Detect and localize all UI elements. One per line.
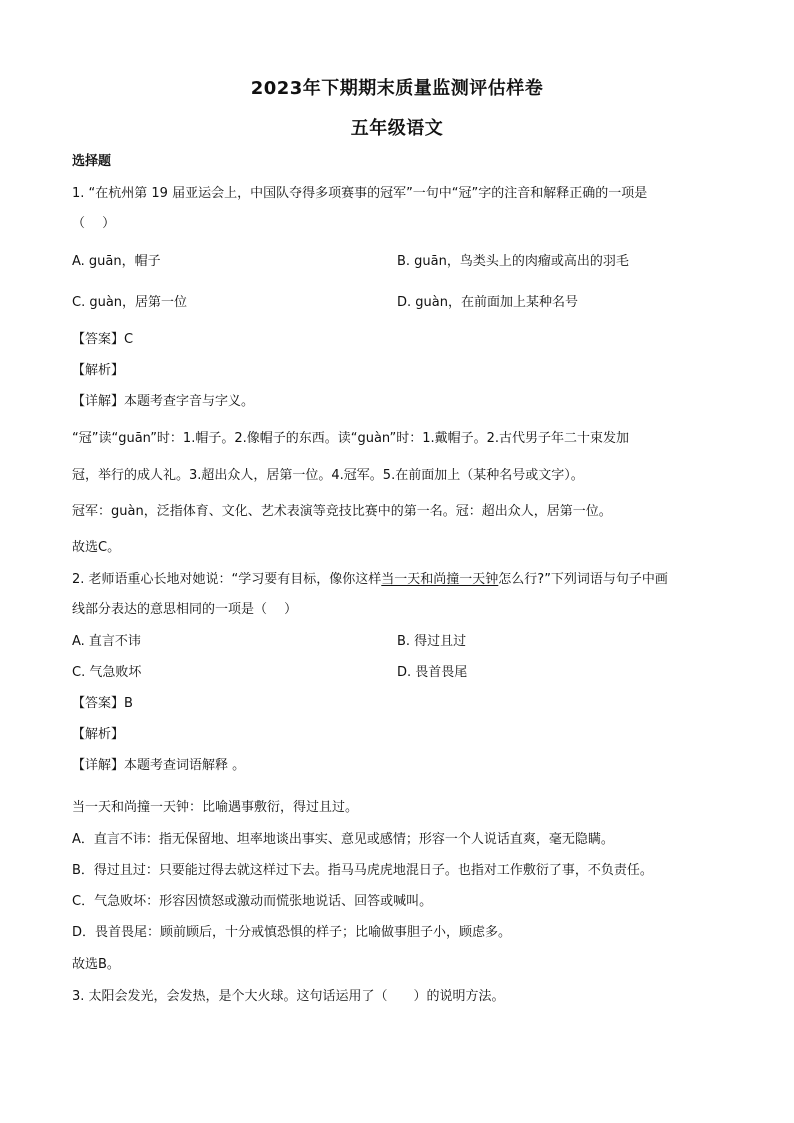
section-heading: 选择题 <box>72 154 112 169</box>
q1-explanation-line2: 冠，举行的成人礼。3.超出众人，居第一位。4.冠军。5.在前面加上（某种名号或文字）。 <box>72 468 584 483</box>
q2-conclusion: 故选B。 <box>72 957 120 972</box>
q3-stem: 3. 太阳会发光，会发热，是个大火球。这句话运用了（ ）的说明方法。 <box>72 989 505 1004</box>
q2-explanation-c: C．气急败坏：形容因愤怒或激动而慌张地说话、回答或喊叫。 <box>72 894 433 909</box>
q2-explanation-a: A．直言不讳：指无保留地、坦率地谈出事实、意见或感情；形容一个人说话直爽，毫无隐瞒。 <box>72 832 614 847</box>
q1-option-d: D. guàn，在前面加上某种名号 <box>397 295 578 310</box>
q2-explanation-b: B．得过且过：只要能过得去就这样过下去。指马马虎虎地混日子。也指对工作敷衍了事，不负责任。 <box>72 863 653 878</box>
q2-stem-pre: 2. 老师语重心长地对她说：“学习要有目标，像你这样 <box>72 572 382 587</box>
q1-option-b: B. guān，鸟类头上的肉瘤或高出的羽毛 <box>397 254 629 269</box>
q2-option-c: C. 气急败坏 <box>72 665 142 680</box>
q2-option-b: B. 得过且过 <box>397 634 467 649</box>
q2-option-a: A. 直言不讳 <box>72 634 141 649</box>
q1-explanation-line3: 冠军：guàn，泛指体育、文化、艺术表演等竞技比赛中的第一名。冠：超出众人，居第一位。 <box>72 504 612 519</box>
q2-answer: 【答案】B <box>72 696 133 711</box>
q2-option-d: D. 畏首畏尾 <box>397 665 468 680</box>
q2-analysis-label: 【解析】 <box>72 727 125 742</box>
q1-explanation-line1: “冠”读“guān”时：1.帽子。2.像帽子的东西。读“guàn”时：1.戴帽子。2.古代男子年二十束发加 <box>72 431 629 446</box>
q2-explanation-d: D．畏首畏尾：顾前顾后，十分戒慎恐惧的样子；比喻做事胆子小，顾虑多。 <box>72 925 512 940</box>
doc-subtitle: 五年级语文 <box>350 118 444 139</box>
q1-detail: 【详解】本题考查字音与字义。 <box>72 394 255 409</box>
q2-stem-line2: 线部分表达的意思相同的一项是（ ） <box>72 602 298 617</box>
q2-stem-post: 怎么行?”下列词语与句子中画 <box>498 572 668 587</box>
q1-analysis-label: 【解析】 <box>72 363 125 378</box>
q2-explanation-phrase: 当一天和尚撞一天钟：比喻遇事敷衍，得过且过。 <box>72 800 359 815</box>
q2-detail: 【详解】本题考查词语解释 。 <box>72 758 246 773</box>
q2-stem-underlined-phrase: 当一天和尚撞一天钟 <box>381 572 499 587</box>
q1-answer: 【答案】C <box>72 332 134 347</box>
q1-option-c: C. guàn，居第一位 <box>72 295 188 310</box>
doc-title: 2023年下期期末质量监测评估样卷 <box>250 78 544 99</box>
q1-stem-line1: 1. “在杭州第 19 届亚运会上，中国队夺得多项赛事的冠军”一句中“冠”字的注音和解释正确的一项是 <box>72 186 648 201</box>
q2-stem-line1 <box>72 568 668 587</box>
q1-option-a: A. guān，帽子 <box>72 254 161 269</box>
q1-conclusion: 故选C。 <box>72 540 121 555</box>
q1-stem-line2: （ ） <box>72 216 116 231</box>
